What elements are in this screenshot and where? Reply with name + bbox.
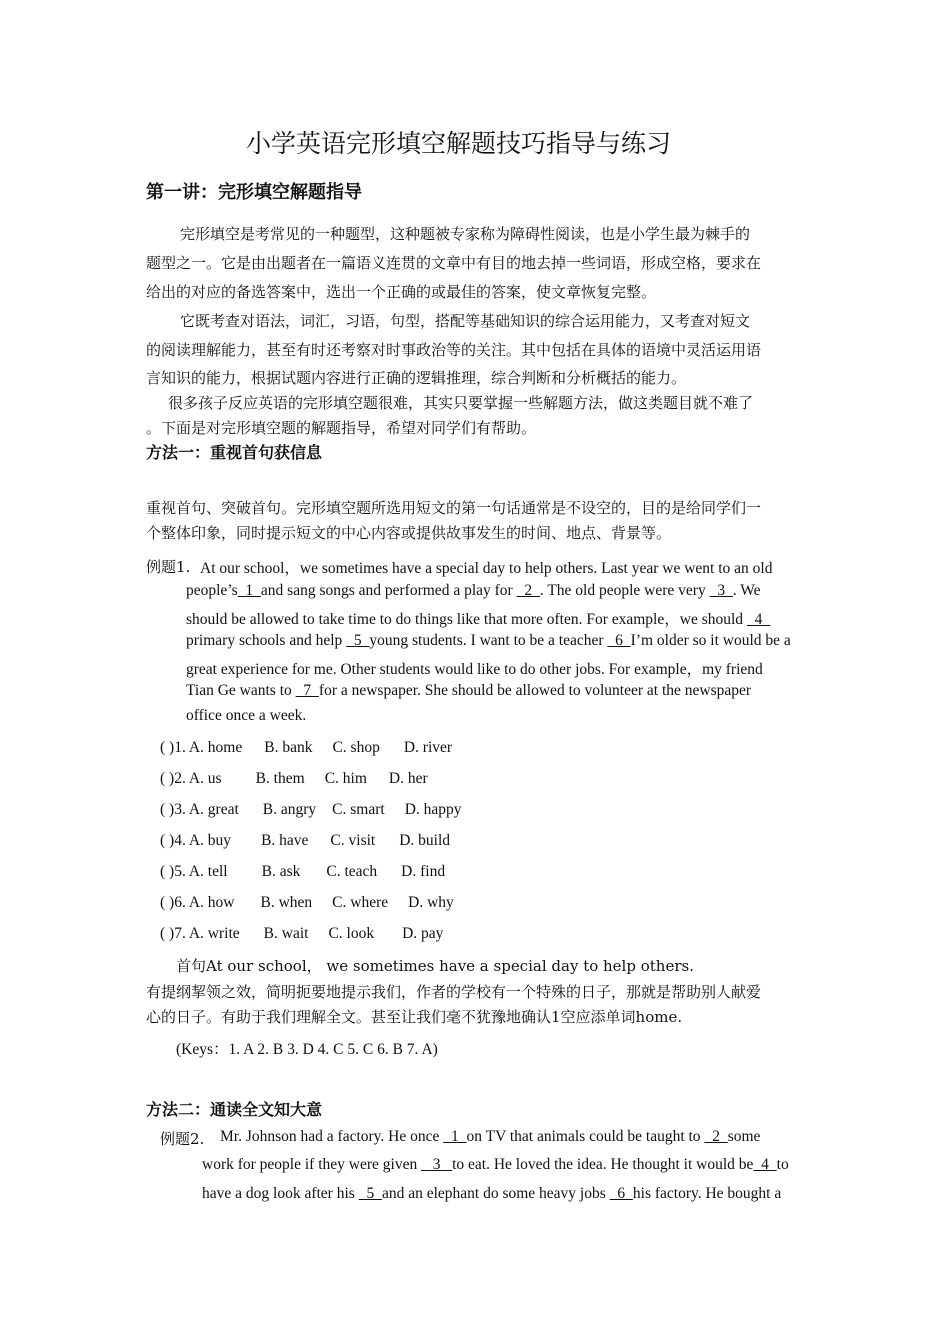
example2-line2: work for people if they were given 3 to eat. He loved the idea. He thought it would be 4 to	[202, 1156, 789, 1173]
option[interactable]: D. find	[401, 863, 446, 880]
question-4: ( )4. A. buy B. have C. visit D. build	[160, 832, 451, 849]
blank-6[interactable]: 6	[609, 1185, 633, 1202]
option[interactable]: C. where	[332, 894, 389, 911]
question-3: ( )3. A. great B. angry C. smart D. happy	[160, 801, 462, 818]
option[interactable]: C. smart	[332, 801, 385, 818]
option[interactable]: A. write	[188, 925, 240, 942]
option[interactable]: C. teach	[326, 863, 378, 880]
intro-p2-line1: 它既考查对语法，词汇，习语，句型，搭配等基础知识的综合运用能力，又考查对短文	[180, 312, 751, 330]
question-2: ( )2. A. us B. them C. him D. her	[160, 770, 428, 787]
answer-keys: (Keys：1. A 2. B 3. D 4. C 5. C 6. B 7. A)	[176, 1041, 438, 1058]
example1-line4: primary schools and help 5 young students. I want to be a teacher 6 I’m older so it would be a	[186, 632, 791, 649]
option[interactable]: C. shop	[332, 739, 380, 756]
blank-3[interactable]: 3	[709, 582, 733, 599]
example1-line6: Tian Ge wants to 7 for a newspaper. She should be allowed to volunteer at the newspaper	[186, 682, 752, 699]
method1-heading: 方法一：重视首句获信息	[146, 443, 323, 462]
blank-7[interactable]: 7	[295, 682, 319, 699]
example2-line1: Mr. Johnson had a factory. He once 1 on TV that animals could be taught to 2 some	[220, 1128, 761, 1145]
blank-3[interactable]: 3	[421, 1156, 453, 1173]
method1-line2: 个整体印象，同时提示短文的中心内容或提供故事发生的时间、地点、背景等。	[146, 524, 672, 542]
option[interactable]: D. why	[408, 894, 454, 911]
option[interactable]: A. us	[188, 770, 222, 787]
blank-5[interactable]: 5	[358, 1185, 382, 1202]
option[interactable]: C. him	[324, 770, 367, 787]
intro-p3-line1: 很多孩子反应英语的完形填空题很难，其实只要掌握一些解题方法，做这类题目就不难了	[168, 394, 754, 412]
method2-heading: 方法二：通读全文知大意	[146, 1100, 323, 1119]
blank-1[interactable]: 1	[443, 1128, 467, 1145]
example2-line3: have a dog look after his 5 and an elephant do some heavy jobs 6 his factory. He bought a	[202, 1185, 782, 1202]
option[interactable]: D. build	[399, 832, 451, 849]
option[interactable]: B. them	[255, 770, 305, 787]
blank-5[interactable]: 5	[346, 632, 370, 649]
question-5: ( )5. A. tell B. ask C. teach D. find	[160, 863, 446, 880]
intro-p2-line2: 的阅读理解能力，甚至有时还考察对时事政治等的关注。其中包括在具体的语境中灵活运用语	[146, 341, 762, 359]
option[interactable]: C. look	[328, 925, 375, 942]
option[interactable]: D. happy	[404, 801, 462, 818]
question-1: ( )1. A. home B. bank C. shop D. river	[160, 739, 453, 756]
page-title: 小学英语完形填空解题技巧指导与练习	[246, 129, 672, 158]
option[interactable]: D. her	[388, 770, 428, 787]
option[interactable]: B. wait	[263, 925, 309, 942]
option[interactable]: B. ask	[261, 863, 301, 880]
intro-p2-line3: 言知识的能力，根据试题内容进行正确的逻辑推理，综合判断和分析概括的能力。	[146, 369, 687, 387]
intro-p1-line1: 完形填空是考常见的一种题型，这种题被专家称为障碍性阅读，也是小学生最为棘手的	[180, 225, 751, 243]
option[interactable]: B. bank	[264, 739, 313, 756]
option[interactable]: B. when	[260, 894, 313, 911]
option[interactable]: A. great	[188, 801, 239, 818]
example1-line7: office once a week.	[186, 707, 307, 724]
option[interactable]: A. tell	[188, 863, 228, 880]
option[interactable]: B. have	[261, 832, 309, 849]
analysis-line2: 有提纲挈领之效，简明扼要地提示我们，作者的学校有一个特殊的日子，那就是帮助别人献爱	[146, 983, 762, 1001]
blank-2[interactable]: 2	[516, 582, 540, 599]
option[interactable]: A. buy	[188, 832, 232, 849]
lecture-heading: 第一讲：完形填空解题指导	[146, 182, 362, 203]
example2-label: 例题2.	[160, 1130, 205, 1148]
blank-4[interactable]: 4	[753, 1156, 777, 1173]
example1-line5: great experience for me. Other students would like to do other jobs. For example，my friend	[186, 661, 763, 678]
intro-p1-line2: 题型之一。它是由出题者在一篇语义连贯的文章中有目的地去掉一些词语，形成空格，要求在	[146, 254, 762, 272]
option[interactable]: C. visit	[330, 832, 376, 849]
blank-2[interactable]: 2	[704, 1128, 728, 1145]
example1-label: 例题1.	[146, 558, 191, 576]
option[interactable]: B. angry	[262, 801, 317, 818]
analysis-line3: 心的日子。有助于我们理解全文。甚至让我们毫不犹豫地确认1空应添单词home.	[146, 1008, 683, 1026]
option[interactable]: A. how	[188, 894, 235, 911]
example1-line3: should be allowed to take time to do things like that more often. For example，we should 4	[186, 611, 771, 628]
question-6: ( )6. A. how B. when C. where D. why	[160, 894, 454, 911]
intro-p3-line2: 。下面是对完形填空题的解题指导，希望对同学们有帮助。	[146, 419, 537, 437]
blank-1[interactable]: 1	[237, 582, 261, 599]
method1-line1: 重视首句、突破首句。完形填空题所选用短文的第一句话通常是不设空的，目的是给同学们一	[146, 499, 762, 517]
blank-6[interactable]: 6	[607, 632, 631, 649]
option[interactable]: A. home	[188, 739, 243, 756]
option[interactable]: D. river	[403, 739, 453, 756]
blank-4[interactable]: 4	[746, 611, 771, 628]
intro-p1-line3: 给出的对应的备选答案中，选出一个正确的或最佳的答案，使文章恢复完整。	[146, 283, 657, 301]
question-7: ( )7. A. write B. wait C. look D. pay	[160, 925, 444, 942]
example1-line2: people’s 1 and sang songs and performed a play for 2 . The old people were very 3 . We	[186, 582, 761, 599]
analysis-line1: 首句At our school， we sometimes have a special day to help others.	[176, 957, 694, 975]
example1-line1: At our school，we sometimes have a special day to help others. Last year we went to an old	[200, 560, 773, 577]
option[interactable]: D. pay	[402, 925, 444, 942]
